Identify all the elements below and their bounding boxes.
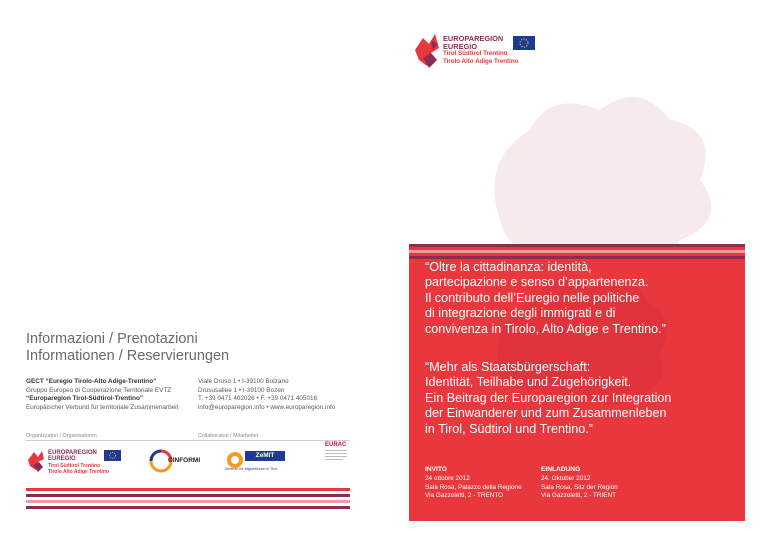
main-logo-line2: EUREGIO [443,41,478,51]
info-title-it: Informazioni / Prenotazioni [26,331,198,347]
quote-de-line: Identität, Teilhabe und Zugehörigkeit. [425,375,632,390]
main-logo-line3: Tirol Südtirol Trentino [443,50,508,58]
quote-de-line: der Einwanderer und zum Zusammenleben [425,406,667,421]
eurac-line-1 [325,450,347,451]
quote-italian [425,260,666,337]
quote-it-line: convivenza in Tirolo, Alto Adige e Trentino.” [425,321,666,336]
quote-it-line: partecipazione e senso d’appartenenza. [425,275,649,290]
logo-line1: EUROPAREGION [48,450,97,456]
invito-heading: INVITO [425,466,447,473]
email-web: info@europaregion.info • www.europaregion.info [198,403,336,411]
phone-fax: T. +39 0471 402026 • F. +39 0471 405016 [198,395,318,403]
einladung-address: Via Gazzoletti, 2 - TRIENT [541,492,617,500]
einladung-place: Sala Rosa, Sitz der Region [541,483,618,491]
euregio-logo-main [413,32,543,72]
invito-place: Sala Rosa, Palazzo della Regione [425,483,522,491]
divider [26,440,350,441]
einladung-heading: EINLADUNG [541,466,581,473]
left-stripes [26,488,350,512]
address-de: Drususallee 1 • I-39100 Bozen [198,386,285,394]
eurac-line-4 [325,459,343,460]
quote-it-line: Il contributo dell’Euregio nelle politiche [425,290,640,305]
info-title-de: Informationen / Reservierungen [26,348,230,364]
einladung-details [541,466,618,501]
quote-de-line: Ein Beitrag der Europaregion zur Integration [425,390,672,405]
quote-it-line: di integrazione degli immigrati e di [425,306,616,321]
quote-it-line: “Oltre la cittadinanza: identità, [425,260,592,274]
logo-line2: EUREGIO [48,456,76,463]
address-it: Viale Druso 1 • I-39100 Bolzano [198,378,289,385]
zemit-logo [225,450,289,474]
zemit-text: ZeMiT [245,451,285,461]
logo-line3: Tirol Südtirol Trentino [48,462,101,469]
collaborators-label: Collaboratori / Mitarbeiter [198,433,259,439]
invito-address: Via Gazzoletti, 2 - TRENTO [425,492,504,500]
info-title [26,331,229,365]
quote-german [425,360,671,437]
einladung-date: 24. Oktober 2012 [541,474,591,482]
invito-details [425,466,522,501]
eurac-logo [325,442,353,476]
euregio-logo-small [26,448,126,474]
eurac-line-3 [325,456,347,457]
logo-line4: Tirolo Alto Adige Trentino [48,469,109,476]
cinformi-text: CINFORMI [168,457,201,464]
main-logo-line4: Tirolo Alto Adige Trentino [443,57,519,65]
quote-de-line: “Mehr als Staatsbürgerschaft: [425,360,591,374]
eurac-line-2 [325,453,347,454]
org-name-it: GECT “Euregio Tirolo-Alto Adige-Trentino” [26,378,157,385]
zemit-subtitle: Zentrum für MigrantInnen in Tirol [225,467,278,471]
organizers-label: Organizzatori / Organisatoren [26,433,97,439]
organization-contact [26,378,178,412]
invito-date: 24 ottobre 2012 [425,474,470,482]
quote-de-line: in Tirol, Südtirol und Trentino.” [425,421,593,436]
address-contact [198,378,335,412]
cinformi-logo [148,448,206,474]
main-logo-line1: EUROPAREGION [443,34,504,43]
eurac-text: EURAC [325,442,347,448]
org-name-de: “Europaregion Tirol-Südtirol-Trentino” [26,395,144,403]
org-desc-it: Gruppo Europeo di Cooperazione Territoriale EVTZ [26,386,172,394]
org-desc-de: Europäischer Verbund für territoriale Zusammenarbeit [26,403,179,411]
